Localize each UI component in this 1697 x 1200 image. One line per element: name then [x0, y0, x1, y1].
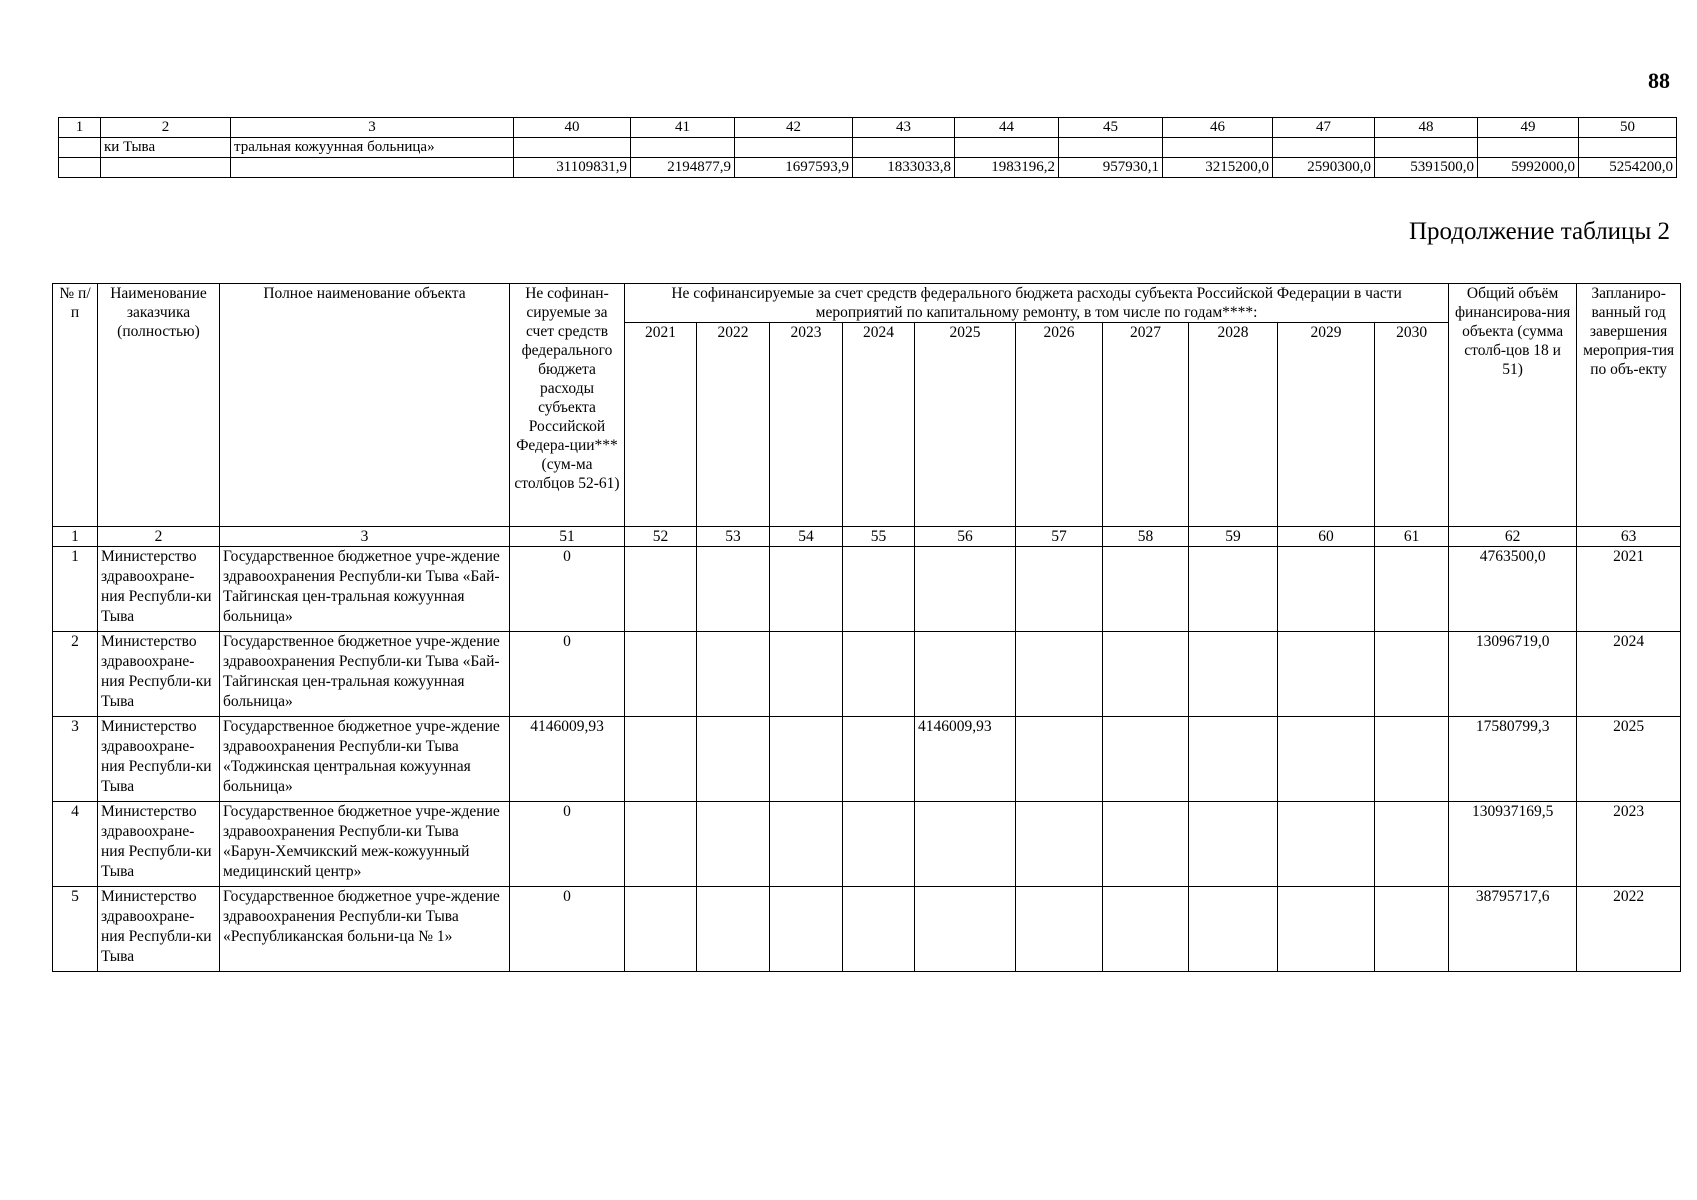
row-object: Государственное бюджетное учре-ждение здравоохранения Республи-ки Тыва «Барун-Хемчикский меж-кожуунный медицинский центр» [220, 802, 510, 887]
top-header-cell: 3 [231, 118, 514, 138]
top-header-cell: 50 [1579, 118, 1677, 138]
row-customer: Министерство здравоохране-ния Республи-ки Тыва [98, 802, 220, 887]
main-table [52, 283, 1681, 972]
column-number-cell: 63 [1577, 527, 1681, 547]
top-header-cell: 42 [735, 118, 853, 138]
top-value-cell: 5391500,0 [1375, 158, 1478, 178]
top-value-cell: 1833033,8 [853, 158, 955, 178]
header-total: Общий объём финансирова-ния объекта (сумма столб-цов 18 и 51) [1449, 284, 1577, 527]
row-not-cofinanced: 4146009,93 [510, 717, 625, 802]
row-year-value [625, 887, 697, 972]
header-year-2028: 2028 [1189, 323, 1278, 527]
row-year-value [770, 632, 843, 717]
row-year-value [843, 717, 915, 802]
table-row [53, 632, 1681, 717]
row-planned-year: 2023 [1577, 802, 1681, 887]
row-year-value [1375, 717, 1449, 802]
row-object: Государственное бюджетное учре-ждение здравоохранения Республи-ки Тыва «Тоджинская центральная кожуунная больница» [220, 717, 510, 802]
row-total: 17580799,3 [1449, 717, 1577, 802]
main-header-row-1 [53, 284, 1681, 323]
top-value-cell: 957930,1 [1059, 158, 1163, 178]
top-value-cell: 5992000,0 [1478, 158, 1579, 178]
column-number-cell: 1 [53, 527, 98, 547]
row-object: Государственное бюджетное учре-ждение здравоохранения Республи-ки Тыва «Бай-Тайгинская цен-тральная кожуунная больница» [220, 632, 510, 717]
top-text-cell [631, 138, 735, 158]
top-header-cell: 1 [59, 118, 101, 138]
column-number-cell: 62 [1449, 527, 1577, 547]
header-year-2024: 2024 [843, 323, 915, 527]
row-year-value [1189, 802, 1278, 887]
row-object: Государственное бюджетное учре-ждение здравоохранения Республи-ки Тыва «Республиканская больни-ца № 1» [220, 887, 510, 972]
top-text-cell [1579, 138, 1677, 158]
column-number-cell: 3 [220, 527, 510, 547]
row-not-cofinanced: 0 [510, 632, 625, 717]
row-customer: Министерство здравоохране-ния Республи-ки Тыва [98, 887, 220, 972]
top-value-cell [231, 158, 514, 178]
row-total: 130937169,5 [1449, 802, 1577, 887]
row-year-value [697, 547, 770, 632]
header-year-2030: 2030 [1375, 323, 1449, 527]
row-year-value [1103, 717, 1189, 802]
row-not-cofinanced: 0 [510, 887, 625, 972]
row-year-value [1103, 632, 1189, 717]
row-year-value [843, 887, 915, 972]
header-object: Полное наименование объекта [220, 284, 510, 527]
top-header-cell: 47 [1273, 118, 1375, 138]
top-value-cell [59, 158, 101, 178]
page-number: 88 [1648, 68, 1670, 93]
top-text-cell [1478, 138, 1579, 158]
top-text-cell [1163, 138, 1273, 158]
row-year-value [1189, 717, 1278, 802]
row-year-value [1016, 717, 1103, 802]
column-numbers-row [53, 527, 1681, 547]
top-table-text-row [59, 138, 1677, 158]
row-year-value [625, 547, 697, 632]
top-value-cell [101, 158, 231, 178]
top-header-cell: 46 [1163, 118, 1273, 138]
row-year-value [1375, 802, 1449, 887]
column-number-cell: 53 [697, 527, 770, 547]
top-value-cell: 2590300,0 [1273, 158, 1375, 178]
top-text-cell [853, 138, 955, 158]
top-table-values-row [59, 158, 1677, 178]
top-text-cell: тральная кожуунная больница» [231, 138, 514, 158]
top-header-cell: 44 [955, 118, 1059, 138]
row-number: 2 [53, 632, 98, 717]
row-year-value [770, 887, 843, 972]
column-number-cell: 57 [1016, 527, 1103, 547]
row-object: Государственное бюджетное учре-ждение здравоохранения Республи-ки Тыва «Бай-Тайгинская цен-тральная кожуунная больница» [220, 547, 510, 632]
top-value-cell: 2194877,9 [631, 158, 735, 178]
top-value-cell: 31109831,9 [514, 158, 631, 178]
row-year-value [1278, 547, 1375, 632]
table-row [53, 802, 1681, 887]
top-table-header-row [59, 118, 1677, 138]
row-customer: Министерство здравоохране-ния Республи-ки Тыва [98, 717, 220, 802]
column-number-cell: 61 [1375, 527, 1449, 547]
top-text-cell [735, 138, 853, 158]
row-year-value [1189, 632, 1278, 717]
top-value-cell: 1697593,9 [735, 158, 853, 178]
row-number: 3 [53, 717, 98, 802]
column-number-cell: 55 [843, 527, 915, 547]
header-num: № п/п [53, 284, 98, 527]
row-year-value [1103, 547, 1189, 632]
column-number-cell: 59 [1189, 527, 1278, 547]
row-year-value [1375, 632, 1449, 717]
table-row [53, 717, 1681, 802]
row-number: 4 [53, 802, 98, 887]
row-year-value [697, 802, 770, 887]
row-year-value [1375, 887, 1449, 972]
row-year-value [915, 547, 1016, 632]
top-table [58, 117, 1677, 178]
table-row [53, 887, 1681, 972]
row-not-cofinanced: 0 [510, 547, 625, 632]
row-year-value [915, 632, 1016, 717]
row-year-value [1016, 802, 1103, 887]
row-year-value [697, 632, 770, 717]
row-year-value [625, 802, 697, 887]
top-header-cell: 49 [1478, 118, 1579, 138]
row-year-value [625, 717, 697, 802]
top-header-cell: 40 [514, 118, 631, 138]
row-not-cofinanced: 0 [510, 802, 625, 887]
row-number: 5 [53, 887, 98, 972]
row-year-value [770, 717, 843, 802]
header-year-2021: 2021 [625, 323, 697, 527]
row-year-value [1016, 887, 1103, 972]
header-group: Не софинансируемые за счет средств федерального бюджета расходы субъекта Российской Федерации в части мероприятий по капитальному ремонту, в том числе по годам****: [625, 284, 1449, 323]
top-header-cell: 41 [631, 118, 735, 138]
top-text-cell [1375, 138, 1478, 158]
column-number-cell: 58 [1103, 527, 1189, 547]
top-text-cell [1059, 138, 1163, 158]
row-year-value [697, 887, 770, 972]
top-header-cell: 43 [853, 118, 955, 138]
header-year-2025: 2025 [915, 323, 1016, 527]
header-year-2029: 2029 [1278, 323, 1375, 527]
row-total: 4763500,0 [1449, 547, 1577, 632]
row-planned-year: 2025 [1577, 717, 1681, 802]
row-year-value [915, 887, 1016, 972]
top-text-cell [59, 138, 101, 158]
column-number-cell: 51 [510, 527, 625, 547]
row-year-value [770, 547, 843, 632]
header-year-2026: 2026 [1016, 323, 1103, 527]
row-customer: Министерство здравоохране-ния Республи-ки Тыва [98, 547, 220, 632]
header-not-cofinanced: Не софинан-сируемые за счет средств федерального бюджета расходы субъекта Российской Федера-ции*** (сум-ма столбцов 52-61) [510, 284, 625, 527]
top-text-cell [1273, 138, 1375, 158]
row-year-value [625, 632, 697, 717]
column-number-cell: 56 [915, 527, 1016, 547]
header-planned-year: Запланиро-ванный год завершения мероприя-тия по объ-екту [1577, 284, 1681, 527]
row-year-value [843, 632, 915, 717]
column-number-cell: 60 [1278, 527, 1375, 547]
row-year-value [1016, 632, 1103, 717]
top-header-cell: 2 [101, 118, 231, 138]
row-year-value [1278, 632, 1375, 717]
header-year-2027: 2027 [1103, 323, 1189, 527]
row-year-value [843, 547, 915, 632]
row-year-value [843, 802, 915, 887]
top-text-cell: ки Тыва [101, 138, 231, 158]
column-number-cell: 54 [770, 527, 843, 547]
top-text-cell [955, 138, 1059, 158]
header-customer: Наименование заказчика (полностью) [98, 284, 220, 527]
row-year-value [1189, 547, 1278, 632]
column-number-cell: 52 [625, 527, 697, 547]
row-number: 1 [53, 547, 98, 632]
row-year-value [770, 802, 843, 887]
top-value-cell: 3215200,0 [1163, 158, 1273, 178]
row-year-value [1278, 887, 1375, 972]
row-planned-year: 2024 [1577, 632, 1681, 717]
row-year-value [1278, 717, 1375, 802]
row-planned-year: 2021 [1577, 547, 1681, 632]
row-year-value: 4146009,93 [915, 717, 1016, 802]
top-header-cell: 45 [1059, 118, 1163, 138]
row-year-value [1103, 887, 1189, 972]
continuation-title: Продолжение таблицы 2 [1408, 218, 1670, 245]
row-year-value [1016, 547, 1103, 632]
table-row [53, 547, 1681, 632]
row-year-value [1278, 802, 1375, 887]
row-year-value [915, 802, 1016, 887]
header-year-2022: 2022 [697, 323, 770, 527]
column-number-cell: 2 [98, 527, 220, 547]
header-year-2023: 2023 [770, 323, 843, 527]
top-value-cell: 1983196,2 [955, 158, 1059, 178]
row-total: 13096719,0 [1449, 632, 1577, 717]
top-text-cell [514, 138, 631, 158]
row-planned-year: 2022 [1577, 887, 1681, 972]
top-header-cell: 48 [1375, 118, 1478, 138]
row-total: 38795717,6 [1449, 887, 1577, 972]
row-year-value [1375, 547, 1449, 632]
top-value-cell: 5254200,0 [1579, 158, 1677, 178]
row-year-value [1189, 887, 1278, 972]
row-year-value [1103, 802, 1189, 887]
row-customer: Министерство здравоохране-ния Республи-ки Тыва [98, 632, 220, 717]
row-year-value [697, 717, 770, 802]
